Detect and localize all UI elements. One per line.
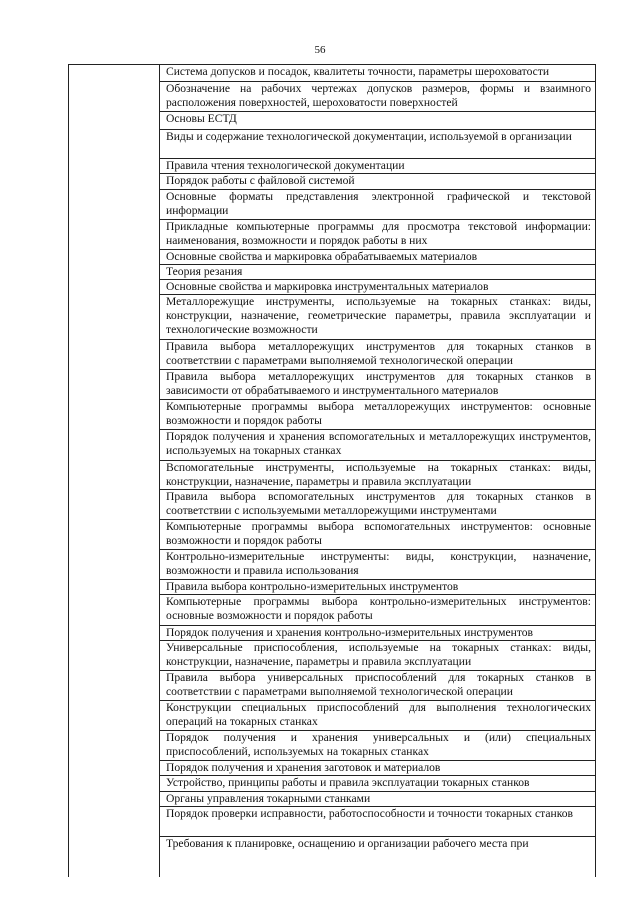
table-right-column — [160, 65, 596, 877]
table-row: Порядок получения и хранения контрольно-измерительных инструментов — [160, 626, 596, 641]
table-row: Правила выбора металлорежущих инструментов для токарных станков в зависимости от обрабатываемого и инструментального материалов — [160, 370, 596, 400]
table-row: Теория резания — [160, 265, 596, 280]
table-row: Порядок проверки исправности, работоспособности и точности токарных станков — [160, 807, 596, 837]
table-row: Основные свойства и маркировка обрабатываемых материалов — [160, 250, 596, 265]
table-row: Правила выбора универсальных приспособлений для токарных станков в соответствии с параметрами выполняемой технологической операции — [160, 671, 596, 701]
table-row: Устройство, принципы работы и правила эксплуатации токарных станков — [160, 776, 596, 792]
table-row: Правила выбора металлорежущих инструментов для токарных станков в соответствии с параметрами выполняемой технологической операции — [160, 340, 596, 370]
table-row: Порядок получения и хранения заготовок и материалов — [160, 761, 596, 776]
table-left-column — [69, 65, 160, 877]
table-row: Правила чтения технологической документации — [160, 159, 596, 174]
requirements-table — [68, 64, 596, 877]
table-row: Металлорежущие инструменты, используемые на токарных станках: виды, конструкции, назначение, геометрические параметры, правила эксплуатации и технологические возможности — [160, 295, 596, 340]
table-row: Основные свойства и маркировка инструментальных материалов — [160, 280, 596, 295]
page-number: 56 — [314, 44, 326, 56]
table-row: Порядок получения и хранения универсальных и (или) специальных приспособлений, используемых на токарных станках — [160, 731, 596, 761]
table-row: Правила выбора контрольно-измерительных инструментов — [160, 580, 596, 595]
table-row: Система допусков и посадок, квалитеты точности, параметры шероховатости — [160, 65, 596, 82]
table-row: Компьютерные программы выбора металлорежущих инструментов: основные возможности и порядок работы — [160, 400, 596, 430]
table-row: Компьютерные программы выбора контрольно-измерительных инструментов: основные возможности и порядок работы — [160, 595, 596, 626]
table-row: Контрольно-измерительные инструменты: виды, конструкции, назначение, возможности и правила использования — [160, 550, 596, 580]
table-row: Универсальные приспособления, используемые на токарных станках: виды, конструкции, назначение, параметры и правила эксплуатации — [160, 641, 596, 671]
table-row: Виды и содержание технологической документации, используемой в организации — [160, 130, 596, 159]
table-row: Основы ЕСТД — [160, 112, 596, 130]
table-row: Прикладные компьютерные программы для просмотра текстовой информации: наименования, возможности и порядок работы в них — [160, 220, 596, 250]
table-row: Вспомогательные инструменты, используемые на токарных станках: виды, конструкции, назначение, параметры и правила эксплуатации — [160, 461, 596, 490]
table-row: Органы управления токарными станками — [160, 792, 596, 807]
table-row: Правила выбора вспомогательных инструментов для токарных станков в соответствии с используемыми металлорежущими инструментами — [160, 490, 596, 520]
table-row: Конструкции специальных приспособлений для выполнения технологических операций на токарных станках — [160, 701, 596, 731]
table-row: Требования к планировке, оснащению и организации рабочего места при — [166, 837, 529, 850]
table-row: Основные форматы представления электронной графической и текстовой информации — [160, 190, 596, 220]
table-row: Обозначение на рабочих чертежах допусков размеров, формы и взаимного расположения поверхностей, шероховатости поверхностей — [160, 82, 596, 112]
table-row: Компьютерные программы выбора вспомогательных инструментов: основные возможности и порядок работы — [160, 520, 596, 550]
table-row: Порядок получения и хранения вспомогательных и металлорежущих инструментов, используемых на токарных станках — [160, 430, 596, 461]
table-row: Порядок работы с файловой системой — [160, 174, 596, 190]
